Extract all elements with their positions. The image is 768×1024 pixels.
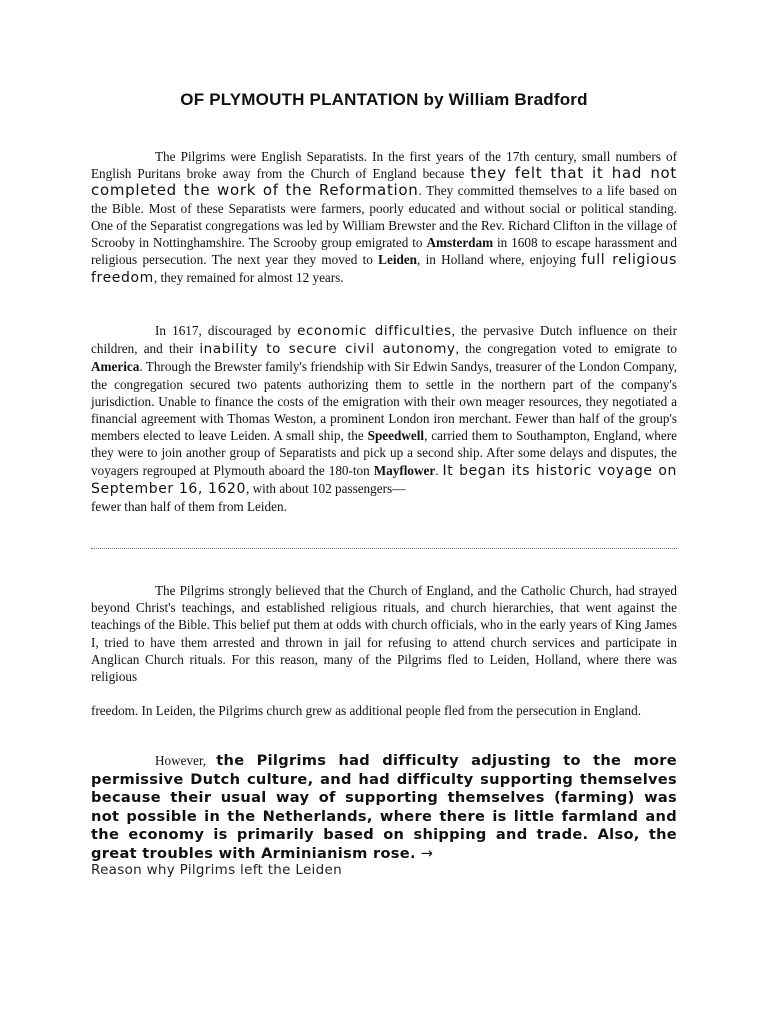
text-run: The Pilgrims strongly believed that the Church of England, and the Catholic Church, had strayed beyond Christ's teachings, and established religious rituals, and church hierarchies, that went against the teachings of the Bible. This belief put them at odds with church officials, who in the early years of King James I, tried to have them arrested and thrown in jail for refusing to attend church services and participate in Anglican Church rituals. For this reason, many of the Pilgrims fled to Leiden, Holland, where there was religious bbox=[91, 583, 677, 685]
text-run: . They committed themselves to a life based on the Bible. Most of these Separatists were farmers, poorly educated and without social or political standing. One of the Separatist congregations was led by William Brewster and the Rev. Richard Clifton in the village of Scrooby in Nottinghamshire. The Scrooby group emigrated to bbox=[91, 183, 677, 251]
text-run: , they remained for almost 12 years. bbox=[153, 270, 344, 286]
text-run: , with about 102 passengers— bbox=[245, 480, 406, 496]
highlight-civil-autonomy: inability to secure civil autonomy bbox=[199, 341, 456, 358]
text-run: , the pervasive Dutch influence on their children, and their bbox=[91, 323, 677, 357]
highlight-religious-freedom: full religious freedom bbox=[91, 252, 678, 287]
paragraph-4 bbox=[91, 752, 677, 863]
text-run: in 1608 to escape harassment and religious persecution. The next year they moved to bbox=[91, 235, 677, 268]
reason-note: Reason why Pilgrims left the Leiden bbox=[91, 862, 342, 878]
text-run: . Through the Brewster family's friendship with Sir Edwin Sandys, treasurer of the London Company, the congregation secured two patents authorizing them to settle in the northern part of the company's jurisdiction. Unable to finance the costs of the emigration with their own meager resources, they negotiated a financial agreement with Thomas Weston, a prominent London iron merchant. Fewer than half of the group's members elected to leave Leiden. A small ship, the bbox=[91, 359, 677, 444]
bold-amsterdam: Amsterdam bbox=[426, 235, 494, 251]
text-run: The Pilgrims were English Separatists. In the first years of the 17th century, small numbers of English Puritans broke away from the Church of England because bbox=[91, 149, 677, 182]
paragraph-3-continued: freedom. In Leiden, the Pilgrims church grew as additional people fled from the persecution in England. bbox=[91, 703, 642, 718]
text-run: fewer than half of them from Leiden. bbox=[91, 499, 287, 515]
text-run: In 1617, discouraged by bbox=[155, 323, 298, 338]
paragraph-1 bbox=[91, 148, 677, 288]
text-run: However, bbox=[155, 753, 217, 768]
text-run: , in Holland where, enjoying bbox=[417, 252, 582, 268]
arrow-icon: → bbox=[415, 844, 434, 862]
highlight-reformation: they felt that it had not completed the work of the Reformation bbox=[91, 164, 677, 200]
bold-mayflower: Mayflower bbox=[373, 462, 436, 478]
bold-america: America bbox=[91, 359, 140, 375]
text-run: . bbox=[435, 462, 443, 478]
highlight-economic-difficulties: economic difficulties bbox=[297, 323, 452, 339]
paragraph-2 bbox=[91, 322, 677, 515]
bold-speedwell: Speedwell bbox=[367, 428, 425, 444]
bold-leiden: Leiden bbox=[378, 252, 418, 268]
highlight-voyage-date: It began its historic voyage on September 16, 1620 bbox=[91, 462, 678, 497]
highlight-difficulties: the Pilgrims had difficulty adjusting to the more permissive Dutch culture, and had difficulty supporting themselves because their usual way of supporting themselves (farming) was not possible in the Netherlands, where there is little farmland and the economy is primarily based on shipping and trade. Also, the great troubles with Arminianism rose. bbox=[91, 752, 677, 862]
text-run: , carried them to Southampton, England, where they were to join another group of Separatists and pick up a second ship. After some delays and disputes, the voyagers regrouped at Plymouth aboard the 180-ton bbox=[91, 428, 677, 478]
page-title: OF PLYMOUTH PLANTATION by William Bradford bbox=[180, 90, 588, 109]
dotted-divider bbox=[91, 548, 677, 549]
paragraph-3 bbox=[91, 582, 677, 685]
text-run: , the congregation voted to emigrate to bbox=[455, 341, 677, 357]
